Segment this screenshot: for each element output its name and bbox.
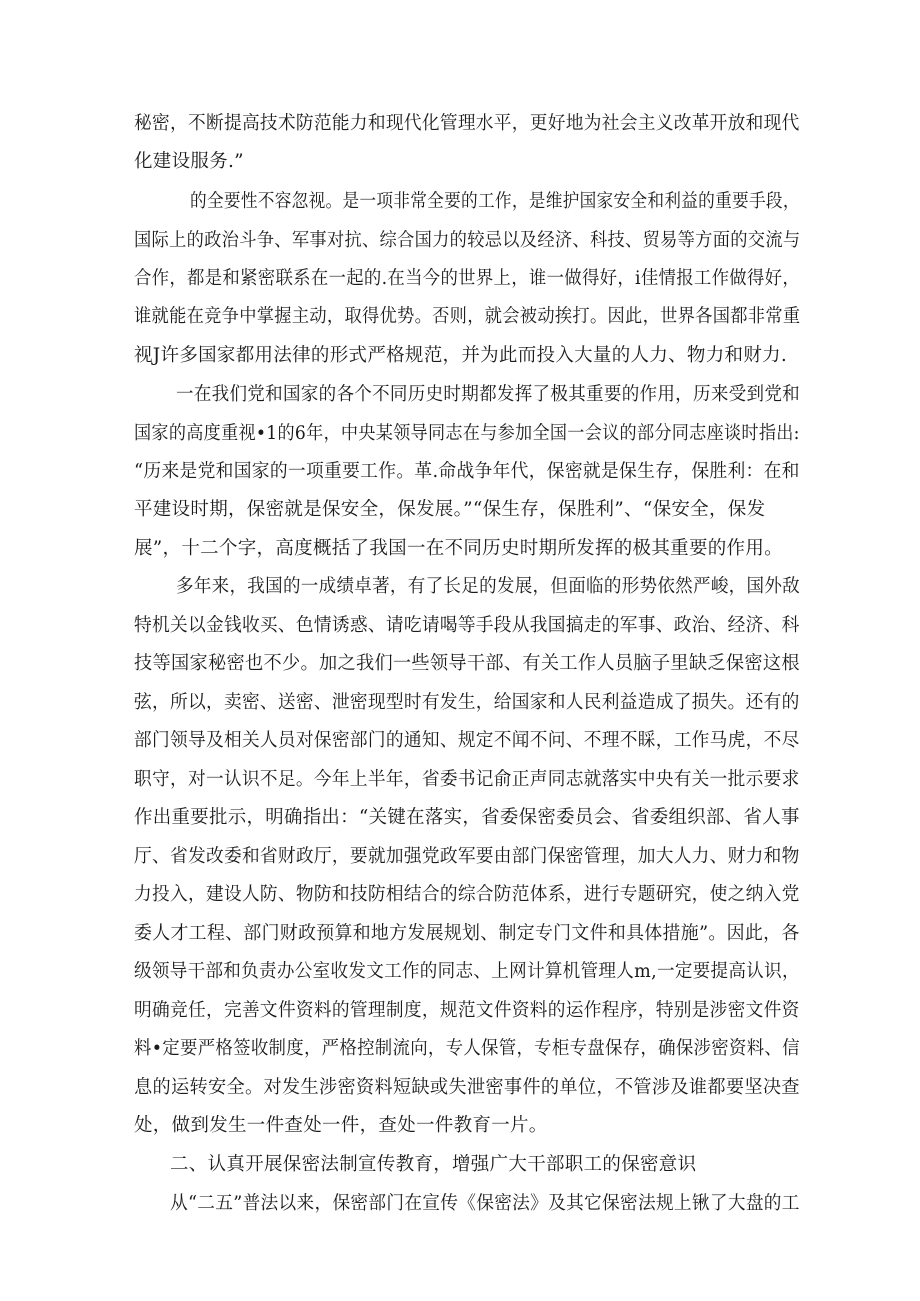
text-line: 从“二五”普法以来，保密部门在宣传《保密法》及其它保密法规上锹了大盘的工 xyxy=(170,1193,800,1214)
text-line: 一在我们党和国家的各个不同历史时期都发挥了极其重要的作用，历来受到党和 xyxy=(176,384,800,405)
text-line: 弦，所以，卖密、送密、泄密现型时有发生，给国家和人民利益造成了损失。还有的 xyxy=(134,692,800,713)
section-heading: 二、认真开展保密法制宣传教育，增强广大干部职工的保密意识 xyxy=(170,1154,697,1175)
text-line: 委人才工程、部门财政预算和地方发展规划、制定专门文件和具体措施”。因此，各 xyxy=(134,923,800,944)
text-line: 国家的高度重视•1的6年，中央某领导同志在与参加全国一会议的部分同志座谈时指出: xyxy=(134,423,800,444)
text-line: 的全要性不容忽视。是一项非常全要的工作，是维护国家安全和利益的重要手段， xyxy=(190,191,800,212)
text-line: 化建设服务.” xyxy=(134,151,244,172)
text-line: 特机关以金钱收买、色情诱惑、请吃请喝等手段从我国搞走的军事、政治、经济、科 xyxy=(134,615,800,636)
text-line: 职守，对一认识不足。今年上半年，省委书记俞正声同志就落实中央有关一批示要求 xyxy=(134,769,800,790)
text-line: 技等国家秘密也不少。加之我们一些领导干部、有关工作人员脑子里缺乏保密这根 xyxy=(134,653,800,674)
text-line: 息的运转安全。对发生涉密资料短缺或失泄密事件的单位，不管涉及谁都要坚决查 xyxy=(134,1077,800,1098)
text-line: 视J许多国家都用法律的形式严格规范，并为此而投入大量的人力、物力和财力. xyxy=(134,345,788,366)
text-line: 厅、省发改委和省财政厅，要就加强党政军要由部门保密管理，加大人力、财力和物 xyxy=(134,846,800,867)
text-line: 明确竞任，完善文件资料的管理制度，规范文件资料的运作程序，特别是涉密文件资 xyxy=(134,1000,800,1021)
text-line: 料•定要严格签收制度，严格控制流向，专人保管，专柜专盘保存，确保涉密资料、信 xyxy=(134,1038,800,1059)
text-line: 力投入，建设人防、物防和技防相结合的综合防范体系，进行专题研究，使之纳入党 xyxy=(134,884,800,905)
text-line: 谁就能在竞争中掌握主动，取得优势。否则，就会被动挨打。因此，世界各国都非常重 xyxy=(134,306,801,327)
text-line: 展”，十二个字，高度概括了我国一在不同历史时期所发挥的极其重要的作用。 xyxy=(134,538,783,559)
text-line: 作出重要批示，明确指出：“关键在落实，省委保密委员会、省委组织部、省人事 xyxy=(134,807,800,828)
text-line: 国际上的政治斗争、军事对抗、综合国力的较忌以及经济、科技、贸易等方面的交流与 xyxy=(134,230,801,251)
text-line: “历来是党和国家的一项重要工作。革.命战争年代，保密就是保生存，保胜利：在和 xyxy=(134,461,800,482)
text-line: 平建设时期，保密就是保安全，保发展。”“保生存，保胜利”、“保安全，保发 xyxy=(134,499,766,520)
text-line: 部门领导及相关人员对保密部门的通知、规定不闻不问、不理不睬，工作马虎，不尽 xyxy=(134,730,800,751)
text-line: 处，做到发生一件查处一件，查处一件教育一片。 xyxy=(134,1115,548,1136)
text-line: 多年来，我国的一成绩卓著，有了长足的发展，但面临的形势依然严峻，国外敌 xyxy=(176,576,800,597)
text-line: 秘密，不断提高技术防范能力和现代化管理水平，更好地为社会主义改革开放和现代 xyxy=(134,113,800,134)
text-line: 级领导干部和负责办公室收发文工作的同志、上网计算机管理人m,一定要提高认识， xyxy=(134,961,800,982)
text-line: 合作，都是和紧密联系在一起的.在当今的世界上，谁一做得好，i佳情报工作做得好， xyxy=(134,268,801,289)
